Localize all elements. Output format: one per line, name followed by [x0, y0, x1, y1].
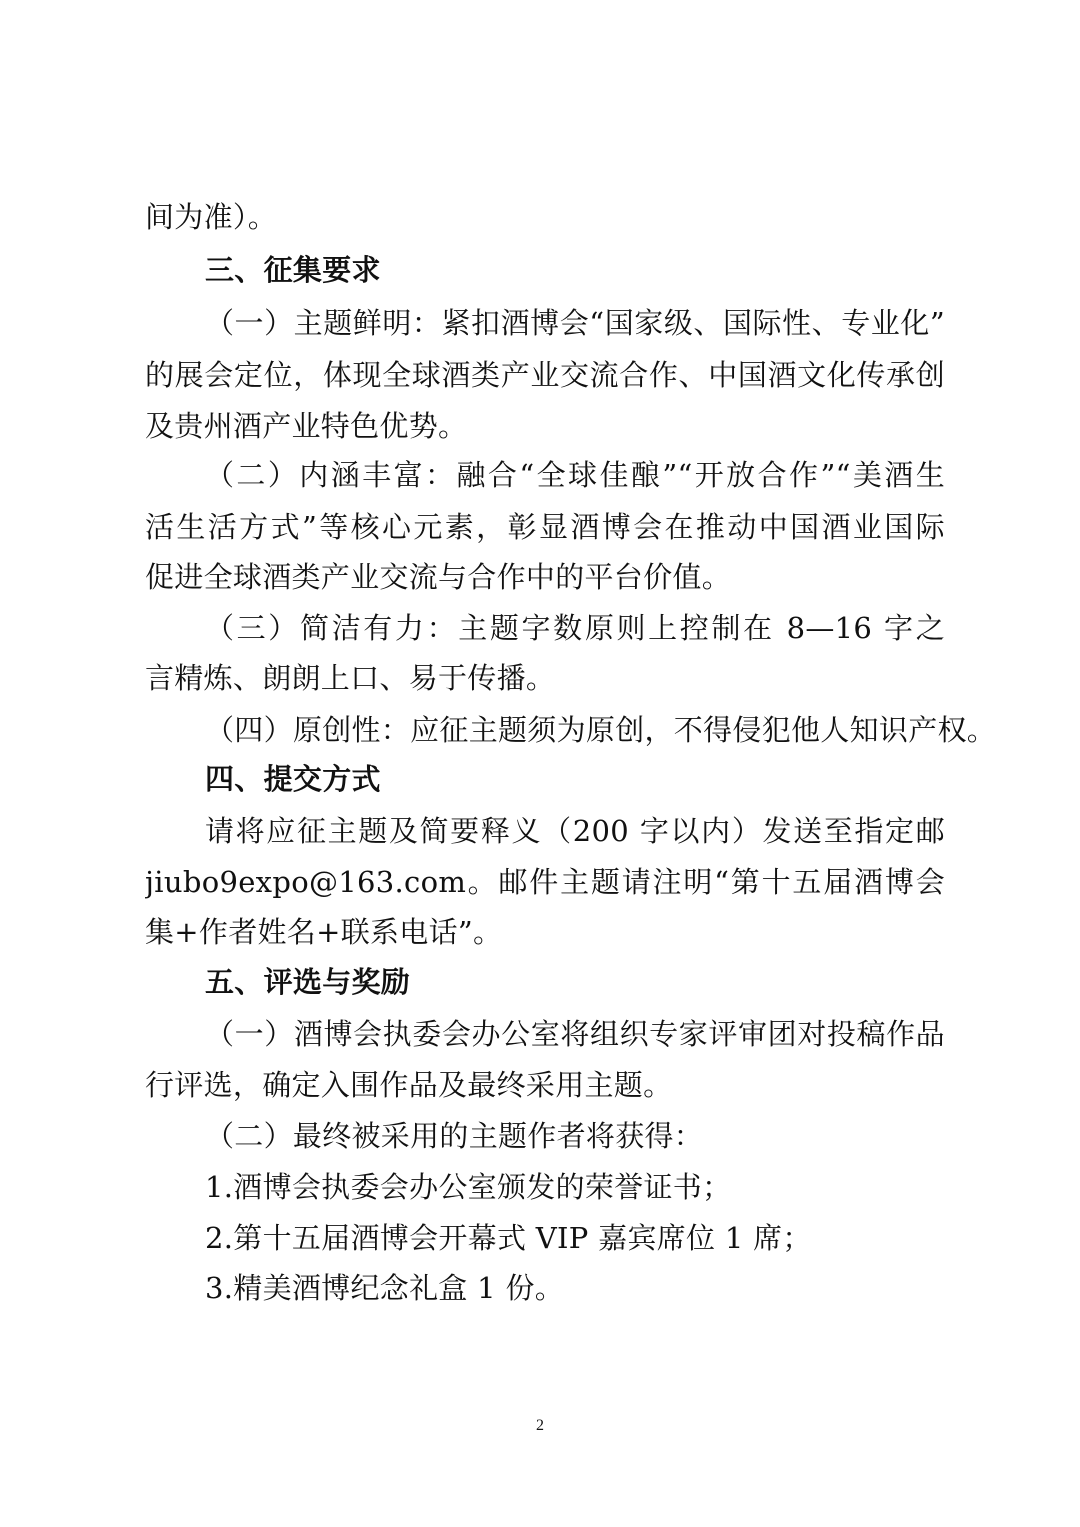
- list-item: 1.酒博会执委会办公室颁发的荣誉证书；: [205, 1170, 732, 1204]
- paragraph-line: 及贵州酒产业特色优势。: [145, 409, 468, 443]
- paragraph-line: 言精炼、朗朗上口、易于传播。: [145, 661, 556, 695]
- paragraph-line: 的展会定位，体现全球酒类产业交流合作、中国酒文化传承创: [145, 358, 945, 392]
- paragraph-line: （二）最终被采用的主题作者将获得：: [205, 1119, 704, 1153]
- section-heading-submission: 四、提交方式: [205, 762, 381, 796]
- paragraph-line: （二）内涵丰富：融合“全球佳酿”“开放合作”“美酒生: [205, 458, 945, 492]
- paragraph-line: （三）简洁有力：主题字数原则上控制在 8—16 字之: [205, 611, 945, 645]
- list-item: 3.精美酒博纪念礼盒 1 份。: [205, 1271, 565, 1305]
- paragraph-line: 间为准）。: [145, 200, 278, 234]
- paragraph-line: 活生活方式”等核心元素，彰显酒博会在推动中国酒业国际: [145, 510, 945, 544]
- paragraph-line: （一）主题鲜明：紧扣酒博会“国家级、国际性、专业化”: [205, 306, 945, 340]
- list-item: 2.第十五届酒博会开幕式 VIP 嘉宾席位 1 席；: [205, 1221, 812, 1255]
- page-number: 2: [536, 1417, 544, 1434]
- paragraph-line: jiubo9expo@163.com。邮件主题请注明“第十五届酒博会: [145, 865, 945, 899]
- paragraph-line: 促进全球酒类产业交流与合作中的平台价值。: [145, 560, 732, 594]
- paragraph-line: 请将应征主题及简要释义（200 字以内）发送至指定邮: [205, 814, 945, 848]
- section-heading-requirements: 三、征集要求: [205, 253, 381, 287]
- section-heading-awards: 五、评选与奖励: [205, 965, 411, 999]
- paragraph-line: （四）原创性：应征主题须为原创，不得侵犯他人知识产权。: [205, 713, 997, 747]
- paragraph-line: （一）酒博会执委会办公室将组织专家评审团对投稿作品: [205, 1017, 945, 1051]
- paragraph-line: 集+作者姓名+联系电话”。: [145, 915, 503, 949]
- paragraph-line: 行评选，确定入围作品及最终采用主题。: [145, 1068, 673, 1102]
